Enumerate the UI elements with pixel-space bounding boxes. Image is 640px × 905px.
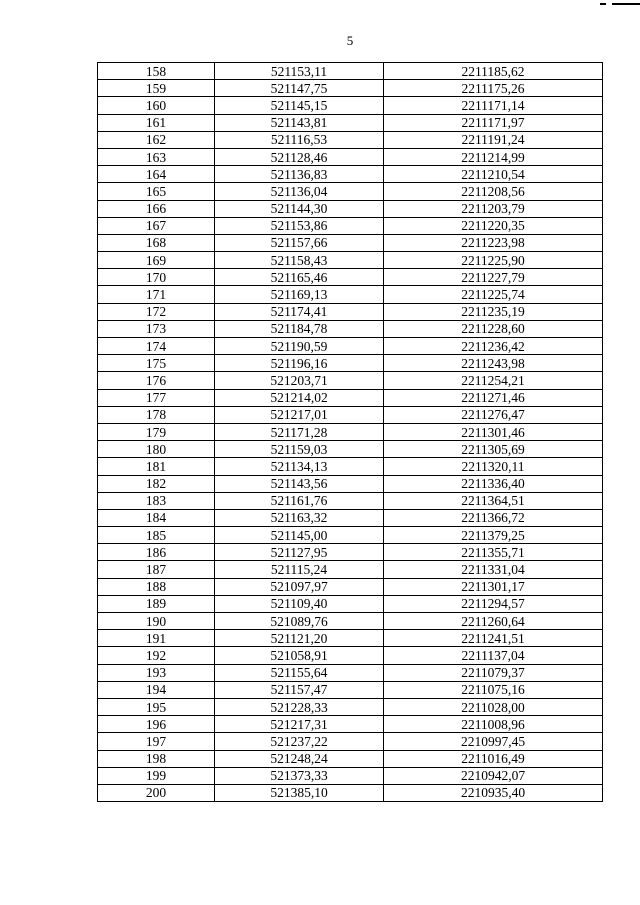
table-row [98,80,603,97]
table-row [98,183,603,200]
point-number-cell: 194 [98,681,215,698]
x-coordinate-cell: 521196,16 [215,355,384,372]
table-row [98,97,603,114]
y-coordinate-cell: 2211075,16 [384,681,603,698]
y-coordinate-cell: 2211320,11 [384,458,603,475]
x-coordinate-cell: 521153,11 [215,63,384,80]
y-coordinate-cell: 2210935,40 [384,784,603,801]
x-coordinate-cell: 521143,81 [215,114,384,131]
table-row [98,527,603,544]
y-coordinate-cell: 2211301,46 [384,423,603,440]
point-number-cell: 191 [98,630,215,647]
table-row [98,578,603,595]
y-coordinate-cell: 2211254,21 [384,372,603,389]
y-coordinate-cell: 2211191,24 [384,131,603,148]
table-row [98,148,603,165]
x-coordinate-cell: 521217,01 [215,406,384,423]
x-coordinate-cell: 521203,71 [215,372,384,389]
x-coordinate-cell: 521385,10 [215,784,384,801]
x-coordinate-cell: 521161,76 [215,492,384,509]
y-coordinate-cell: 2211016,49 [384,750,603,767]
x-coordinate-cell: 521089,76 [215,613,384,630]
y-coordinate-cell: 2211331,04 [384,561,603,578]
y-coordinate-cell: 2211366,72 [384,509,603,526]
table-row [98,733,603,750]
point-number-cell: 200 [98,784,215,801]
y-coordinate-cell: 2211225,74 [384,286,603,303]
point-number-cell: 161 [98,114,215,131]
table-row [98,475,603,492]
table-row [98,286,603,303]
x-coordinate-cell: 521097,97 [215,578,384,595]
x-coordinate-cell: 521228,33 [215,698,384,715]
y-coordinate-cell: 2211336,40 [384,475,603,492]
table-row [98,338,603,355]
table-row [98,698,603,715]
x-coordinate-cell: 521214,02 [215,389,384,406]
y-coordinate-cell: 2211236,42 [384,338,603,355]
table-row [98,234,603,251]
x-coordinate-cell: 521248,24 [215,750,384,767]
table-row [98,544,603,561]
x-coordinate-cell: 521128,46 [215,148,384,165]
table-row [98,784,603,801]
table-row [98,716,603,733]
x-coordinate-cell: 521145,00 [215,527,384,544]
x-coordinate-cell: 521127,95 [215,544,384,561]
y-coordinate-cell: 2211175,26 [384,80,603,97]
x-coordinate-cell: 521144,30 [215,200,384,217]
y-coordinate-cell: 2211260,64 [384,613,603,630]
y-coordinate-cell: 2211208,56 [384,183,603,200]
point-number-cell: 197 [98,733,215,750]
x-coordinate-cell: 521109,40 [215,595,384,612]
y-coordinate-cell: 2211225,90 [384,252,603,269]
x-coordinate-cell: 521158,43 [215,252,384,269]
table-row [98,681,603,698]
table-row [98,750,603,767]
table-row [98,664,603,681]
table-row [98,303,603,320]
table-row [98,389,603,406]
point-number-cell: 158 [98,63,215,80]
y-coordinate-cell: 2211203,79 [384,200,603,217]
y-coordinate-cell: 2211271,46 [384,389,603,406]
y-coordinate-cell: 2211294,57 [384,595,603,612]
point-number-cell: 182 [98,475,215,492]
point-number-cell: 167 [98,217,215,234]
point-number-cell: 199 [98,767,215,784]
table-row [98,423,603,440]
point-number-cell: 163 [98,148,215,165]
table-row [98,406,603,423]
point-number-cell: 183 [98,492,215,509]
table-row [98,561,603,578]
table-row [98,492,603,509]
y-coordinate-cell: 2211008,96 [384,716,603,733]
table-row [98,252,603,269]
y-coordinate-cell: 2211241,51 [384,630,603,647]
y-coordinate-cell: 2211228,60 [384,320,603,337]
point-number-cell: 174 [98,338,215,355]
x-coordinate-cell: 521116,53 [215,131,384,148]
point-number-cell: 171 [98,286,215,303]
x-coordinate-cell: 521143,56 [215,475,384,492]
point-number-cell: 186 [98,544,215,561]
point-number-cell: 164 [98,166,215,183]
scan-edge-mark [612,3,640,5]
coordinates-table [97,62,603,802]
point-number-cell: 196 [98,716,215,733]
table-row [98,458,603,475]
x-coordinate-cell: 521190,59 [215,338,384,355]
y-coordinate-cell: 2211379,25 [384,527,603,544]
y-coordinate-cell: 2210942,07 [384,767,603,784]
x-coordinate-cell: 521136,04 [215,183,384,200]
y-coordinate-cell: 2211028,00 [384,698,603,715]
x-coordinate-cell: 521153,86 [215,217,384,234]
y-coordinate-cell: 2211364,51 [384,492,603,509]
table-row [98,613,603,630]
x-coordinate-cell: 521115,24 [215,561,384,578]
point-number-cell: 175 [98,355,215,372]
point-number-cell: 170 [98,269,215,286]
point-number-cell: 181 [98,458,215,475]
x-coordinate-cell: 521163,32 [215,509,384,526]
point-number-cell: 179 [98,423,215,440]
x-coordinate-cell: 521145,15 [215,97,384,114]
x-coordinate-cell: 521171,28 [215,423,384,440]
table-row [98,269,603,286]
table-row [98,217,603,234]
point-number-cell: 189 [98,595,215,612]
y-coordinate-cell: 2211305,69 [384,441,603,458]
point-number-cell: 187 [98,561,215,578]
x-coordinate-cell: 521237,22 [215,733,384,750]
x-coordinate-cell: 521147,75 [215,80,384,97]
y-coordinate-cell: 2211210,54 [384,166,603,183]
y-coordinate-cell: 2211235,19 [384,303,603,320]
x-coordinate-cell: 521373,33 [215,767,384,784]
y-coordinate-cell: 2211220,35 [384,217,603,234]
point-number-cell: 192 [98,647,215,664]
y-coordinate-cell: 2211301,17 [384,578,603,595]
table-row [98,355,603,372]
point-number-cell: 190 [98,613,215,630]
point-number-cell: 169 [98,252,215,269]
y-coordinate-cell: 2211171,14 [384,97,603,114]
x-coordinate-cell: 521157,47 [215,681,384,698]
table-row [98,441,603,458]
table-row [98,63,603,80]
table-row [98,166,603,183]
x-coordinate-cell: 521184,78 [215,320,384,337]
y-coordinate-cell: 2211355,71 [384,544,603,561]
table-row [98,114,603,131]
x-coordinate-cell: 521217,31 [215,716,384,733]
page-number: 5 [346,33,354,48]
x-coordinate-cell: 521174,41 [215,303,384,320]
point-number-cell: 166 [98,200,215,217]
x-coordinate-cell: 521159,03 [215,441,384,458]
point-number-cell: 195 [98,698,215,715]
point-number-cell: 172 [98,303,215,320]
x-coordinate-cell: 521136,83 [215,166,384,183]
point-number-cell: 160 [98,97,215,114]
table-row [98,630,603,647]
point-number-cell: 159 [98,80,215,97]
y-coordinate-cell: 2211223,98 [384,234,603,251]
table-row [98,509,603,526]
y-coordinate-cell: 2211137,04 [384,647,603,664]
point-number-cell: 178 [98,406,215,423]
point-number-cell: 184 [98,509,215,526]
x-coordinate-cell: 521169,13 [215,286,384,303]
table-row [98,595,603,612]
point-number-cell: 185 [98,527,215,544]
table-row [98,647,603,664]
point-number-cell: 198 [98,750,215,767]
y-coordinate-cell: 2211243,98 [384,355,603,372]
y-coordinate-cell: 2211214,99 [384,148,603,165]
table-row [98,131,603,148]
y-coordinate-cell: 2211079,37 [384,664,603,681]
point-number-cell: 193 [98,664,215,681]
table-row [98,372,603,389]
y-coordinate-cell: 2211276,47 [384,406,603,423]
point-number-cell: 188 [98,578,215,595]
table-row [98,200,603,217]
point-number-cell: 173 [98,320,215,337]
y-coordinate-cell: 2211171,97 [384,114,603,131]
table-row [98,767,603,784]
y-coordinate-cell: 2211227,79 [384,269,603,286]
x-coordinate-cell: 521058,91 [215,647,384,664]
point-number-cell: 168 [98,234,215,251]
x-coordinate-cell: 521165,46 [215,269,384,286]
x-coordinate-cell: 521134,13 [215,458,384,475]
point-number-cell: 165 [98,183,215,200]
x-coordinate-cell: 521121,20 [215,630,384,647]
x-coordinate-cell: 521157,66 [215,234,384,251]
y-coordinate-cell: 2211185,62 [384,63,603,80]
point-number-cell: 162 [98,131,215,148]
point-number-cell: 176 [98,372,215,389]
point-number-cell: 177 [98,389,215,406]
coordinates-table-body [98,63,603,802]
point-number-cell: 180 [98,441,215,458]
x-coordinate-cell: 521155,64 [215,664,384,681]
table-row [98,320,603,337]
y-coordinate-cell: 2210997,45 [384,733,603,750]
